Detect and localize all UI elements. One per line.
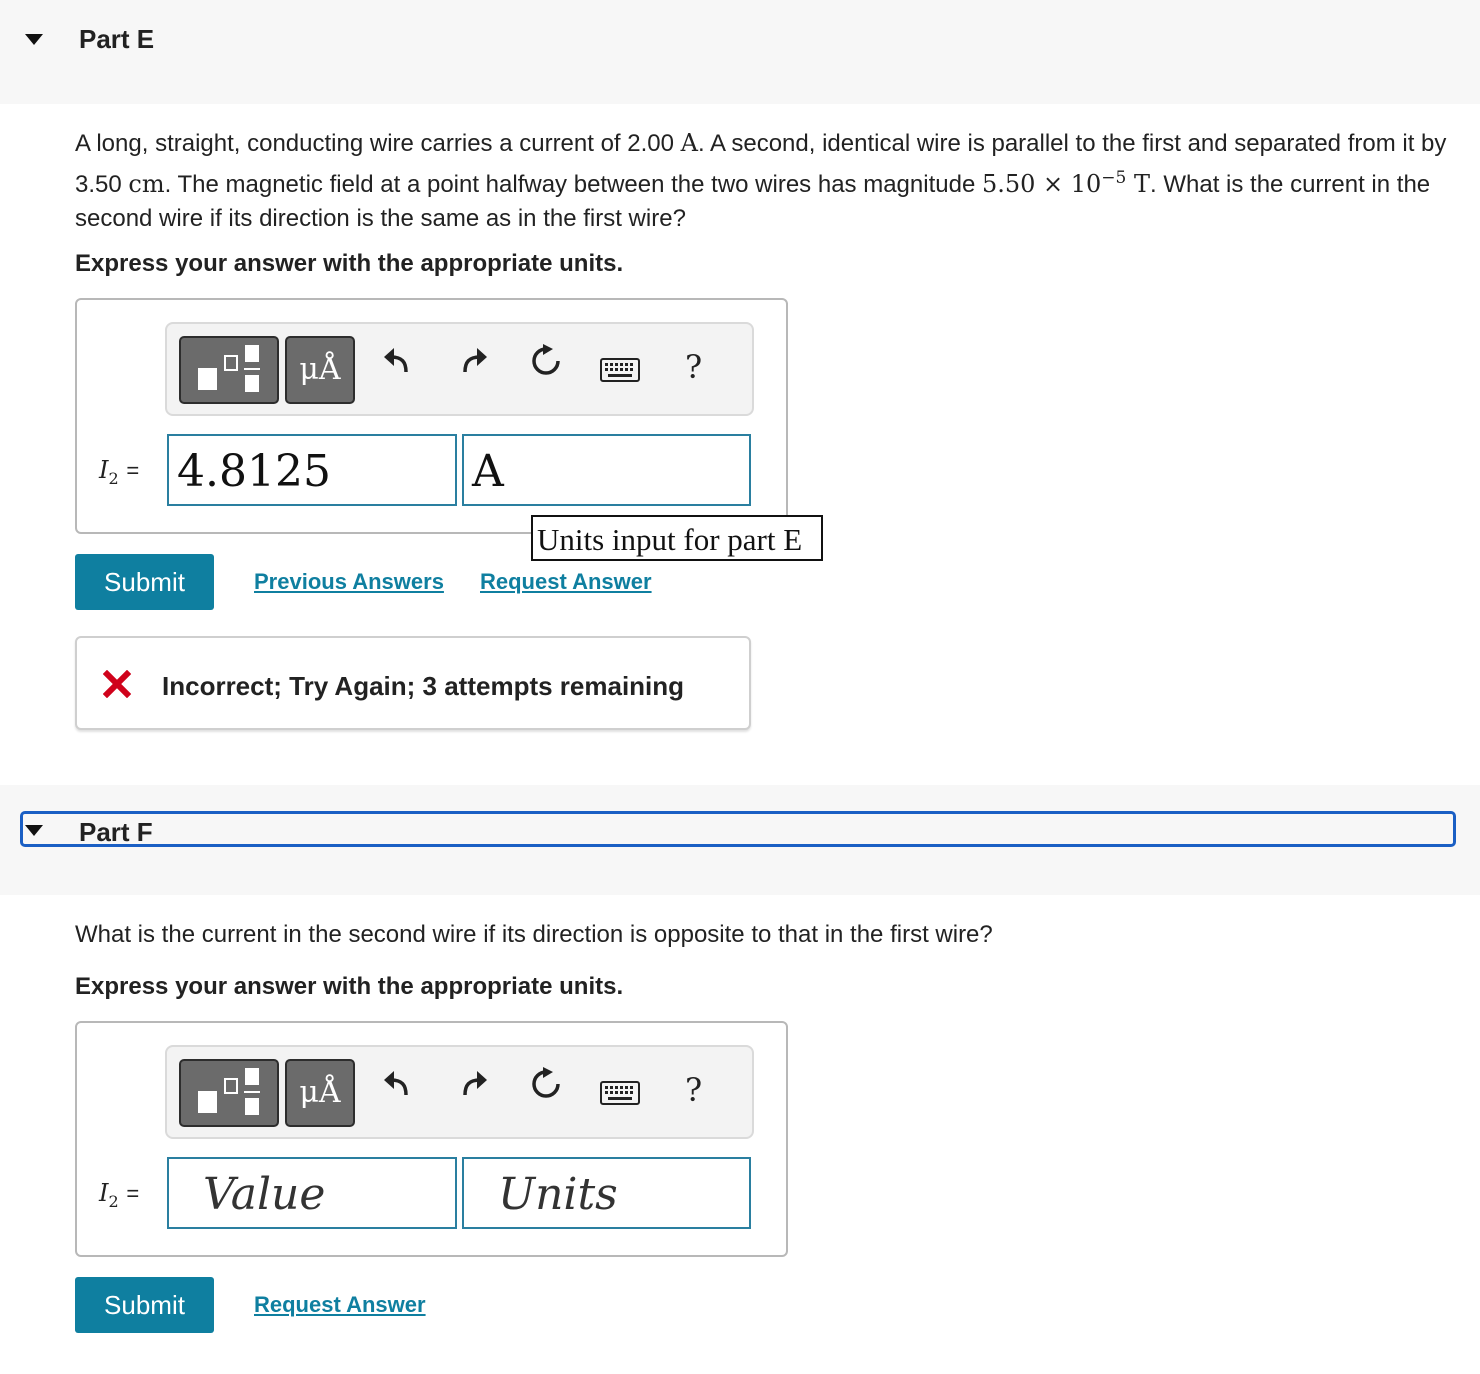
part-f-focus-outline: [20, 811, 1456, 847]
submit-button[interactable]: Submit: [75, 554, 214, 610]
request-answer-link[interactable]: Request Answer: [480, 569, 652, 594]
keyboard-icon[interactable]: [600, 352, 640, 391]
part-e-answer-box: [75, 298, 788, 534]
units-symbol-button[interactable]: μÅ: [285, 1059, 355, 1127]
units-symbol-button[interactable]: μÅ: [285, 336, 355, 404]
collapse-caret-icon[interactable]: [25, 34, 43, 45]
reset-icon[interactable]: [529, 1067, 563, 1110]
part-e-question: A long, straight, conducting wire carries a current of 2.00 A. A second, identical wire is parallel to the first and separated from it by 3.50 cm. The magnetic field at a point halfway between the two wires has magnitude $5.50 \times 10^{-5}$ T. What is the current in the second wire if its direction is the same as in the first wire?: [75, 129, 1447, 232]
part-f-title: Part F: [79, 817, 153, 847]
redo-icon[interactable]: [457, 1067, 489, 1108]
value-input[interactable]: 4.8125: [167, 434, 457, 506]
variable-label: $I_2$ =: [99, 456, 140, 488]
submit-button[interactable]: Submit: [75, 1277, 214, 1333]
part-e-header[interactable]: [0, 0, 1480, 104]
templates-icon: [181, 1061, 277, 1125]
templates-button[interactable]: [179, 336, 279, 404]
feedback-box: [75, 636, 751, 730]
math-toolbar: [165, 1045, 754, 1139]
templates-button[interactable]: [179, 1059, 279, 1127]
math-toolbar: [165, 322, 754, 416]
incorrect-x-icon: [103, 670, 131, 703]
units-input[interactable]: A: [462, 434, 751, 506]
undo-icon[interactable]: [382, 344, 414, 385]
value-input[interactable]: Value: [167, 1157, 457, 1229]
part-e-title: Part E: [79, 24, 155, 54]
part-f-answer-box: [75, 1021, 788, 1257]
reset-icon[interactable]: [529, 344, 563, 387]
templates-icon: [181, 338, 277, 402]
part-e-instruction: Express your answer with the appropriate units.: [75, 250, 624, 277]
request-answer-link[interactable]: Request Answer: [254, 1292, 426, 1317]
units-input[interactable]: Units: [462, 1157, 751, 1229]
feedback-text: Incorrect; Try Again; 3 attempts remaining: [162, 671, 685, 701]
help-icon[interactable]: ?: [685, 1071, 703, 1109]
redo-icon[interactable]: [457, 344, 489, 385]
part-f-question: What is the current in the second wire if its direction is opposite to that in the first wire?: [75, 921, 993, 948]
variable-label: $I_2$ =: [99, 1179, 140, 1211]
help-icon[interactable]: ?: [685, 348, 703, 386]
keyboard-icon[interactable]: [600, 1075, 640, 1114]
undo-icon[interactable]: [382, 1067, 414, 1108]
units-input-tooltip: Units input for part E: [531, 515, 823, 561]
part-f-instruction: Express your answer with the appropriate units.: [75, 973, 624, 1000]
previous-answers-link[interactable]: Previous Answers: [254, 569, 444, 594]
